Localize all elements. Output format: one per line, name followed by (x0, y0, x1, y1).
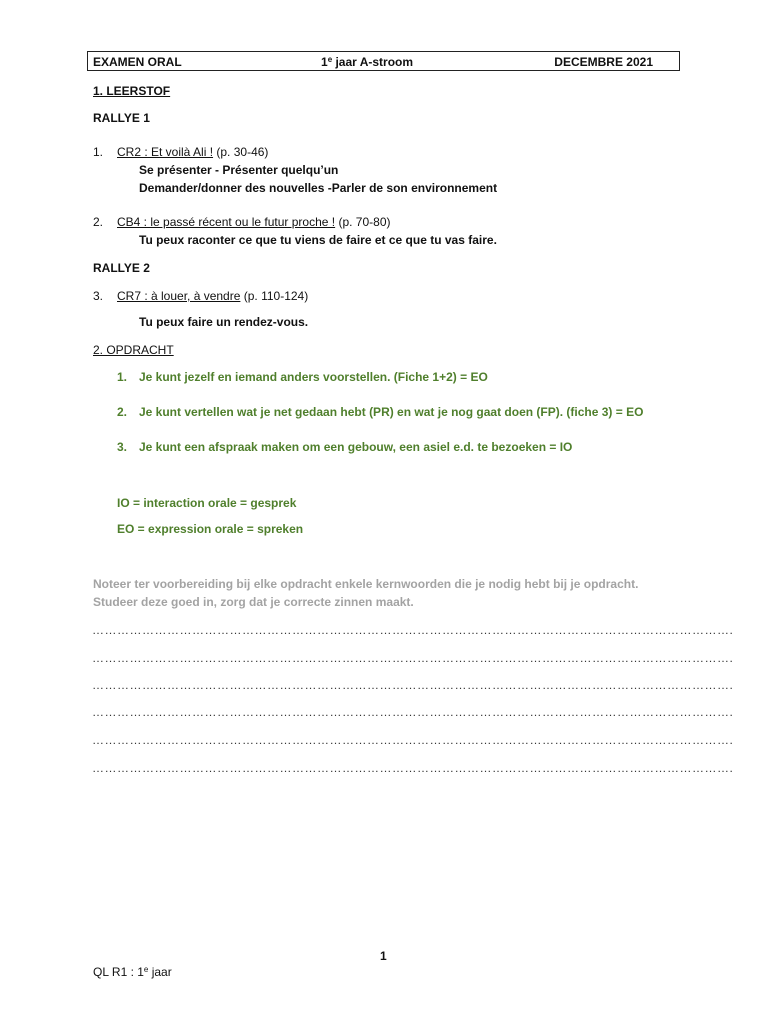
item3-pages: (p. 110-124) (240, 289, 309, 303)
item1-title: CR2 : Et voilà Ali ! (117, 145, 214, 159)
rallye1-heading: RALLYE 1 (93, 111, 150, 125)
footer-label (93, 965, 172, 979)
section2-title: 2. OPDRACHT (93, 343, 174, 357)
item1-pages: (p. 30-46) (213, 145, 269, 159)
answer-line[interactable]: ………………………………………………………………………………………………………………………………………. (92, 761, 734, 775)
item3-line1: Tu peux faire un rendez-vous. (139, 315, 309, 329)
header-grade-number: 1 (321, 55, 328, 69)
item1-line2: Demander/donner des nouvelles -Parler de son environnement (139, 181, 498, 195)
legend-io: IO = interaction orale = gesprek (117, 496, 297, 510)
page-number: 1 (380, 949, 387, 963)
item1-number: 1. (93, 145, 104, 159)
footer-label-sup: e (143, 965, 149, 974)
item2-line1: Tu peux raconter ce que tu viens de faire et ce que tu vas faire. (139, 233, 497, 247)
item3-number: 3. (93, 289, 104, 303)
task3-text: Je kunt een afspraak maken om een gebouw, een asiel e.d. te bezoeken = IO (139, 440, 573, 454)
item2-pages: (p. 70-80) (335, 215, 391, 229)
section1-title: 1. LEERSTOF (93, 84, 171, 98)
task2-number: 2. (117, 405, 128, 419)
header-exam-title: EXAMEN ORAL (93, 55, 182, 69)
header-box (87, 51, 680, 71)
header-date: DECEMBRE 2021 (554, 55, 653, 69)
rallye2-heading: RALLYE 2 (93, 261, 150, 275)
answer-line[interactable]: ………………………………………………………………………………………………………………………………………. (92, 651, 734, 665)
item2-heading (117, 215, 390, 229)
item3-heading (117, 289, 308, 303)
instructions-line2: Studeer deze goed in, zorg dat je correcte zinnen maakt. (93, 595, 414, 609)
task2-text: Je kunt vertellen wat je net gedaan hebt (PR) en wat je nog gaat doen (FP). (fiche 3) = EO (139, 405, 644, 419)
answer-line[interactable]: ………………………………………………………………………………………………………………………………………. (92, 678, 734, 692)
legend-eo: EO = expression orale = spreken (117, 522, 304, 536)
header-grade-sup: e (327, 55, 333, 64)
answer-line[interactable]: ………………………………………………………………………………………………………………………………………. (92, 705, 734, 719)
item2-title: CB4 : le passé récent ou le futur proche ! (117, 215, 336, 229)
answer-line[interactable]: ………………………………………………………………………………………………………………………………………. (92, 623, 734, 637)
item3-title: CR7 : à louer, à vendre (117, 289, 241, 303)
task3-number: 3. (117, 440, 128, 454)
task1-number: 1. (117, 370, 128, 384)
item2-number: 2. (93, 215, 104, 229)
footer-label-suffix: jaar (148, 965, 172, 979)
item1-heading (117, 145, 268, 159)
footer-label-prefix: QL R1 : 1 (93, 965, 144, 979)
item1-line1: Se présenter - Présenter quelqu’un (139, 163, 339, 177)
instructions-line1: Noteer ter voorbereiding bij elke opdracht enkele kernwoorden die je nodig hebt bij je opdracht. (93, 577, 639, 591)
answer-line[interactable]: ………………………………………………………………………………………………………………………………………. (92, 733, 734, 747)
header-grade (321, 55, 413, 69)
header-grade-rest: jaar A-stroom (332, 55, 414, 69)
task1-text: Je kunt jezelf en iemand anders voorstellen. (Fiche 1+2) = EO (139, 370, 488, 384)
